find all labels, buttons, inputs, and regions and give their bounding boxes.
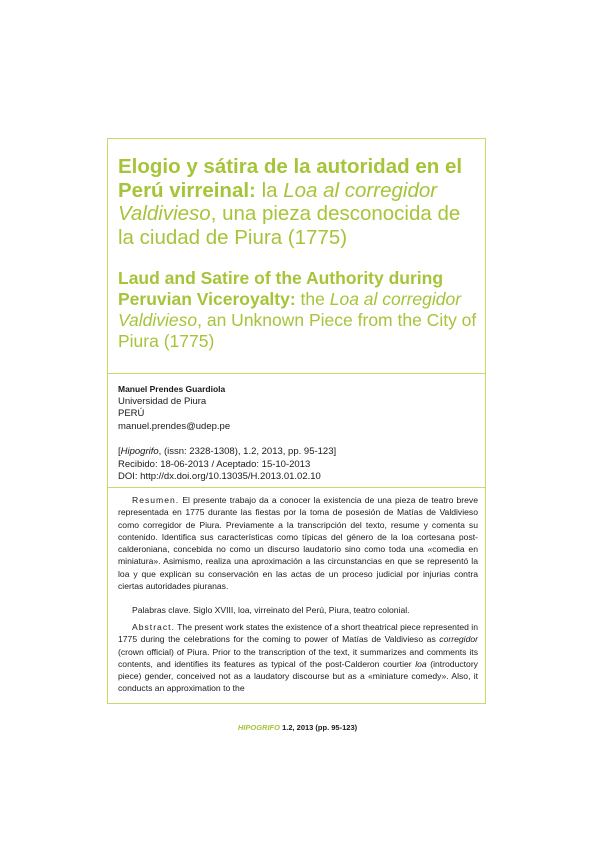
author-name: Manuel Prendes Guardiola (118, 384, 226, 394)
abstract-spanish (118, 494, 478, 592)
title-es-post: , una pieza desconocida de la ciudad de Piura (1775) (118, 202, 461, 249)
abstract-en-italic-1: corregidor (439, 634, 478, 645)
abstract-es-label: Resumen. (132, 495, 180, 505)
author-affiliation: Universidad de Piura (118, 395, 207, 407)
citation-dates: Recibido: 18-06-2013 / Aceptado: 15-10-2013 (118, 458, 311, 470)
citation-open: [ (118, 446, 121, 457)
footer-journal: HIPOGRIFO (237, 723, 280, 732)
keywords-spanish (118, 604, 478, 616)
title-en-pre: the (295, 289, 330, 309)
title-es-bold: Elogio y sátira de la autoridad en el Perú virreinal: (118, 155, 463, 202)
page-footer (0, 723, 595, 732)
abstract-en-italic-2: loa (415, 658, 427, 669)
title-en-italic: Loa al corregidor Valdivieso (118, 289, 462, 330)
author-email: manuel.prendes@udep.pe (118, 420, 231, 432)
title-english (118, 268, 478, 352)
title-es-italic: Loa al corregidor Valdivieso (118, 178, 438, 225)
abstract-en-text-1: The present work states the existence of a short theatrical piece represented in 1775 during the celebrations for the coming to power of Matías de Valdivieso as (118, 622, 478, 645)
abstract-divider (107, 487, 486, 488)
abstract-en-text-2: (crown official) of Piura. Prior to the transcription of the text, it summarizes and comments its contents, and identifies its features as typical of the post-Calderon courtier (118, 646, 478, 669)
title-es-pre: la (255, 178, 284, 202)
author-country: PERÚ (118, 408, 145, 419)
title-en-post: , an Unknown Piece from the City of Piura (1775) (118, 310, 477, 351)
citation-block (118, 446, 478, 484)
title-spanish (118, 155, 478, 249)
keywords-es-text: Siglo XVIII, loa, virreinato del Perú, Piura, teatro colonial. (190, 605, 410, 615)
citation-doi: DOI: http://dx.doi.org/10.13035/H.2013.01.02.10 (118, 471, 321, 482)
citation-details: , (issn: 2328-1308), 1.2, 2013, pp. 95-123] (158, 446, 337, 457)
title-en-bold: Laud and Satire of the Authority during Peruvian Viceroyalty: (118, 268, 444, 309)
author-block (118, 383, 478, 433)
footer-details: 1.2, 2013 (pp. 95-123) (279, 723, 358, 732)
citation-journal: Hipogrifo (120, 446, 159, 457)
abstract-es-text: El presente trabajo da a conocer la existencia de una pieza de teatro breve representada en 1775 durante las fiestas por la toma de posesión de Matías de Valdivieso como corregidor de Piura. Previamente a la transcripción del texto, resume y comenta su contenido. Identifica sus características como típicas del género de la loa cortesana post-calderoniana, concebida no como un discurso laudatorio sino como toda una «comedia en miniatura». Asimismo, realiza una aproximación a las circunstancias en que se representó la loa y que explican su conservación en las actas de un proceso judicial por injurias contra ciertas autoridades piuranas. (118, 495, 478, 592)
header-divider (107, 373, 486, 374)
abstract-en-text-3: (introductory piece) gender, conceived not as a laudatory discourse but as a «miniature comedy». Also, it conducts an approximation to the (118, 658, 478, 694)
citation-line (118, 446, 478, 459)
abstract-en-label: Abstract. (132, 622, 175, 632)
keywords-es-label: Palabras clave. (132, 605, 191, 615)
abstract-english (118, 621, 478, 695)
